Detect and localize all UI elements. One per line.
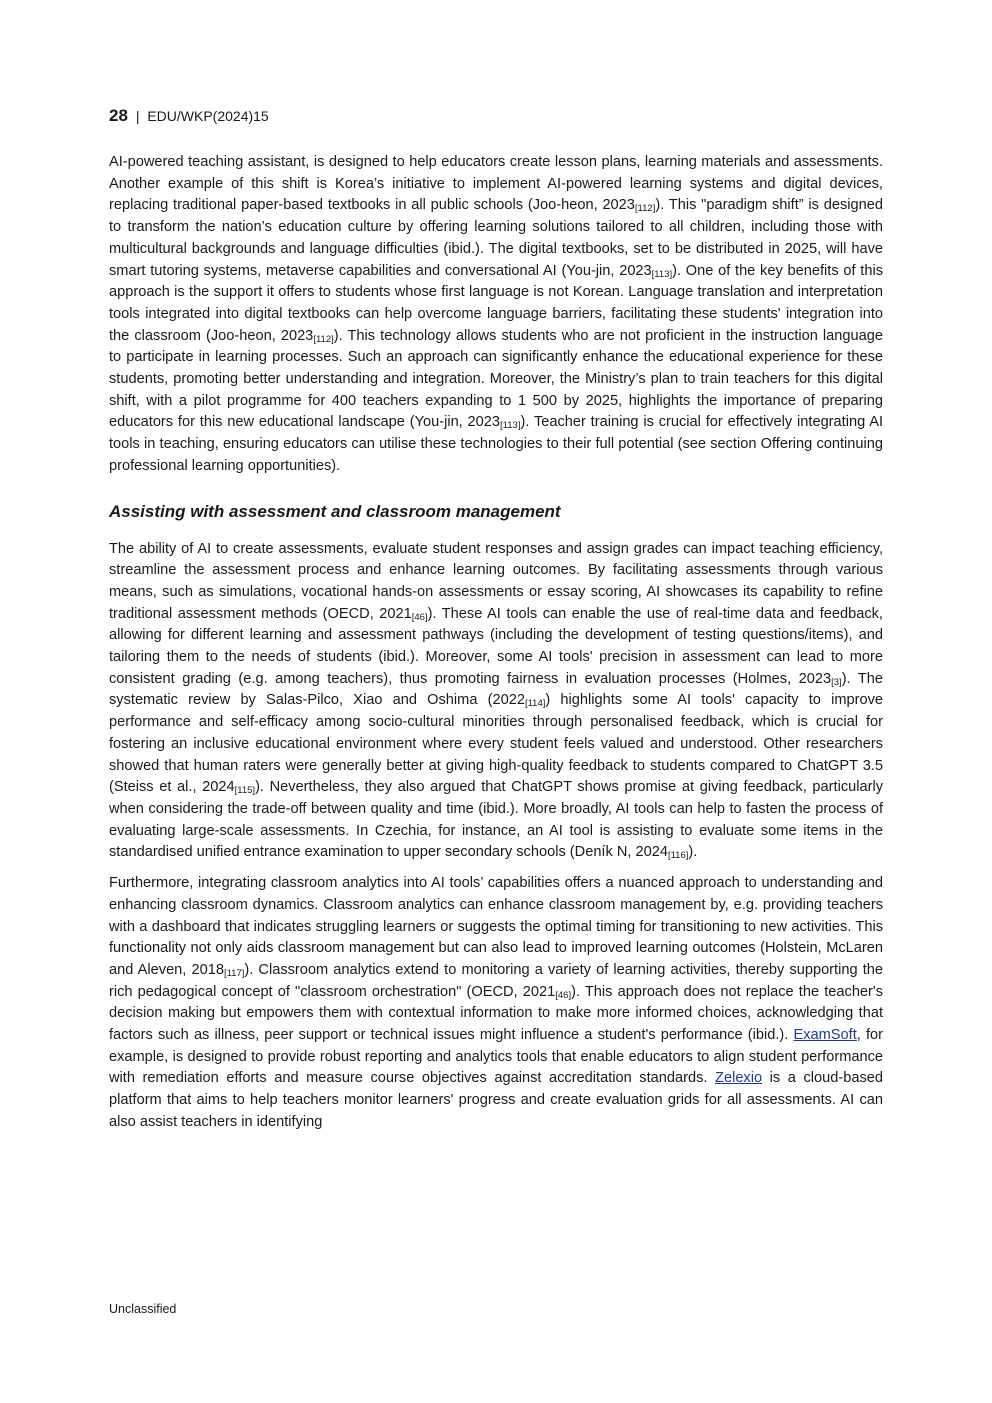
text-run: ). These AI tools can enable the use of real-time data and feedback, allowing for different learning and assessment pathways (including the development of testing questions/items), and tailoring them to the needs of students (ibid.). Moreover, some AI tools' precision in assessment can lead to more consistent grading (e.g. among teachers), thus promoting fairness in evaluation processes (Holmes, 2023 — [109, 605, 883, 687]
text-run: ). — [688, 844, 698, 861]
reference-115: [115] — [234, 785, 256, 797]
document-code: EDU/WKP(2024)15 — [147, 108, 269, 124]
reference-114: [114] — [524, 698, 546, 710]
reference-112: [112] — [313, 333, 334, 345]
text-run: Furthermore, integrating classroom analytics into AI tools’ capabilities offers a nuanced approach to understanding and enhancing classroom dynamics. Classroom analytics can enhance classroom management by, e.g. providing teachers with a dashboard that indicates struggling learners or suggests the optimal timing for transitioning to new activities. This functionality not only aids classroom management but can also lead to improved learning outcomes (Holstein, McLaren and Aleven, 2018 — [109, 875, 883, 978]
paragraph-classroom-analytics — [109, 873, 883, 1133]
text-run: is a cloud-based platform that aims to help teachers monitor learners' progress and create evaluation grids for all assessments. AI can also assist teachers in identifying — [109, 1070, 883, 1130]
reference-46: [46] — [411, 611, 428, 623]
text-run: ). One of the key benefits of this approach is the support it offers to students whose first language is not Korean. Language translation and interpretation tools integrated into digital textbooks can help overcome language barriers, facilitating these students' integration into the classroom (Joo-heon, 2023 — [109, 262, 883, 344]
text-run: The ability of AI to create assessments, evaluate student responses and assign grades can impact teaching efficiency, streamline the assessment process and enhance learning outcomes. By facilitating assessments through various means, such as simulations, vocational hands-on assessments or essay scoring, AI showcases its capability to refine traditional assessment methods (OECD, 2021 — [109, 540, 883, 622]
reference-3: [3] — [831, 676, 842, 688]
examsoft-link[interactable]: ExamSoft — [793, 1027, 857, 1044]
text-run: ). Classroom analytics extend to monitoring a variety of learning activities, thereby supporting the rich pedagogical concept of "classroom orchestration" (OECD, 2021 — [109, 961, 883, 1000]
page-header — [109, 106, 269, 126]
header-separator: | — [135, 108, 140, 124]
text-run: AI-powered teaching assistant, is designed to help educators create lesson plans, learning materials and assessments. Another example of this shift is Korea’s initiative to implement AI-powered learning systems and digital devices, replacing traditional paper-based textbooks in all public schools (Joo-heon, 2023 — [109, 154, 883, 214]
paragraph-assessment — [109, 539, 883, 865]
text-run: ). Nevertheless, they also argued that ChatGPT shows promise at giving feedback, particularly when considering the trade-off between quality and time (ibid.). More broadly, AI tools can help to fasten the process of evaluating large-scale assessments. In Czechia, for instance, an AI tool is assisting to evaluate some items in the standardised unified entrance examination to upper secondary schools (Deník N, 2024 — [109, 779, 883, 861]
text-run: ). The systematic review by Salas-Pilco, Xiao and Oshima (2022 — [109, 670, 884, 709]
text-run: ). This "paradigm shift” is designed to transform the nation’s education culture by offering learning solutions tailored to all children, including those with multicultural backgrounds and language difficulties (ibid.). The digital textbooks, set to be distributed in 2025, will have smart tutoring systems, metaverse capabilities and conversational AI (You-jin, 2023 — [109, 197, 883, 279]
text-run: ) highlights some AI tools' capacity to improve performance and self-efficacy among socio-cultural minorities through personalised feedback, which is crucial for fostering an inclusive educational environment where every student feels valued and understood. Other researchers showed that human raters were generally better at giving high-quality feedback to students compared to ChatGPT 3.5 (Steiss et al., 2024 — [109, 692, 883, 796]
reference-113: [113] — [651, 268, 673, 280]
page-number: 28 — [109, 106, 128, 125]
zelexio-link[interactable]: Zelexio — [715, 1070, 763, 1087]
reference-116: [116] — [667, 850, 689, 862]
reference-112: [112] — [634, 203, 656, 215]
text-run: ). Teacher training is crucial for effectively integrating AI tools in teaching, ensuring educators can utilise these technologies to their full potential (see section Offering continuing professional learning opportunities). — [109, 414, 883, 474]
section-heading: Assisting with assessment and classroom management — [109, 501, 561, 521]
text-run: ). This technology allows students who are not proficient in the instruction language to participate in learning processes. Such an approach can significantly enhance the educational experience for these students, promoting better understanding and integration. Moreover, the Ministry’s plan to train teachers for this digital shift, with a pilot programme for 400 teachers expanding to 1 500 by 2025, highlights the importance of preparing educators for this new educational landscape (You-jin, 2023 — [109, 327, 883, 431]
reference-117: [117] — [223, 967, 245, 979]
body-content — [109, 152, 883, 1143]
text-run: , for example, is designed to provide robust reporting and analytics tools that enable educators to align student performance with remediation efforts and measure course objectives against accreditation standards. — [109, 1027, 884, 1087]
page-footer-classification: Unclassified — [109, 1302, 177, 1316]
reference-113: [113] — [500, 420, 521, 432]
text-run: ). This approach does not replace the teacher's decision making but empowers them with contextual information to make more informed choices, acknowledging that factors such as illness, peer support or technical issues might influence a student's performance (ibid.). — [109, 983, 883, 1044]
paragraph-korea-textbooks — [109, 152, 883, 478]
reference-46: [46] — [555, 989, 572, 1001]
